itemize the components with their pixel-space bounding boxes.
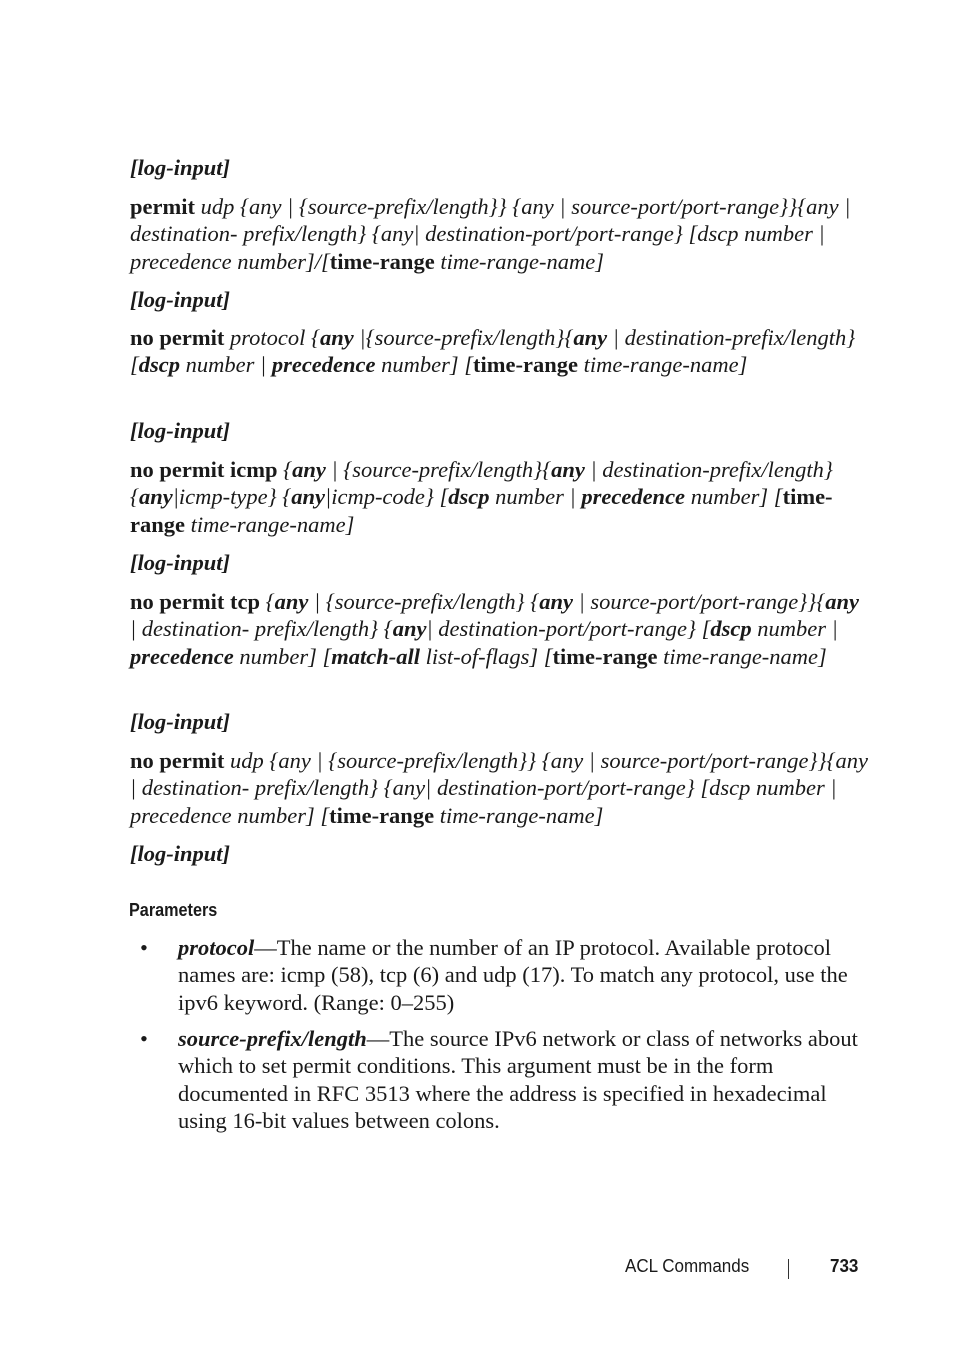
syntax-fragment: time-range-name] — [657, 643, 827, 669]
syntax-log-input-3 — [130, 417, 870, 444]
syntax-log-input-5 — [130, 708, 870, 735]
parameter-term: source-prefix/length — [178, 1026, 367, 1051]
syntax-fragment: no permit — [130, 748, 225, 773]
syntax-fragment: precedence — [581, 484, 686, 510]
parameter-text — [178, 934, 868, 1016]
syntax-fragment: [log-input] — [130, 709, 231, 734]
syntax-fragment: [log-input] — [130, 287, 231, 312]
syntax-fragment: time-range-name] — [434, 802, 604, 828]
syntax-fragment: any — [825, 589, 860, 614]
syntax-fragment: protocol { — [224, 325, 321, 350]
syntax-fragment: | destination- prefix/length} { — [130, 589, 865, 642]
syntax-fragment: time-range-name] — [578, 352, 748, 378]
syntax-fragment: any — [551, 457, 585, 482]
syntax-fragment: number | — [180, 352, 272, 378]
page-number: 733 — [830, 1255, 859, 1276]
syntax-no-permit-protocol — [130, 324, 870, 379]
syntax-fragment: [log-input] — [130, 841, 231, 866]
syntax-log-input-2 — [130, 286, 870, 313]
syntax-fragment: number | — [751, 616, 844, 642]
syntax-fragment: precedence — [271, 352, 376, 378]
page-footer — [0, 1255, 954, 1285]
syntax-fragment: |{source-prefix/length}{ — [353, 325, 574, 350]
syntax-fragment: time-range — [130, 484, 833, 537]
syntax-fragment: |icmp-code} [ — [325, 484, 449, 510]
syntax-fragment: any — [573, 325, 608, 350]
syntax-fragment: time-range-name] — [434, 248, 605, 274]
syntax-fragment: time-range-name] — [185, 511, 355, 537]
syntax-permit-udp — [130, 193, 870, 275]
parameter-term: protocol — [178, 935, 255, 960]
bullet-marker: • — [140, 1026, 148, 1051]
syntax-fragment: time-range — [329, 802, 435, 828]
footer-section-title: ACL Commands — [625, 1255, 750, 1276]
syntax-fragment: any — [320, 325, 354, 350]
syntax-fragment: any — [539, 589, 573, 614]
syntax-fragment: no permit tcp — [130, 589, 260, 614]
syntax-fragment: number] [ — [685, 484, 783, 510]
syntax-fragment: [log-input] — [130, 155, 231, 180]
syntax-fragment: | {source-prefix/length}{ — [325, 457, 552, 482]
syntax-fragment: { — [259, 589, 275, 614]
syntax-fragment: no permit — [130, 325, 225, 350]
syntax-fragment: time-range — [552, 643, 658, 669]
syntax-fragment: any — [392, 616, 427, 642]
footer-separator — [788, 1259, 789, 1279]
syntax-log-input-1 — [130, 154, 870, 181]
syntax-fragment: | destination-port/port-range} [ — [426, 616, 711, 642]
bullet-marker: • — [140, 935, 148, 960]
syntax-log-input-4 — [130, 549, 870, 576]
syntax-fragment: time-range — [473, 352, 578, 378]
syntax-fragment: [log-input] — [130, 550, 231, 575]
syntax-fragment: number] [ — [375, 352, 474, 378]
syntax-no-permit-udp — [130, 747, 874, 829]
syntax-fragment: precedence — [130, 643, 234, 669]
syntax-fragment: time-range — [329, 248, 435, 274]
syntax-fragment: | source-port/port-range}}{ — [572, 589, 826, 614]
syntax-fragment: |icmp-type} { — [172, 484, 292, 510]
syntax-fragment: any — [291, 484, 326, 510]
syntax-fragment: dscp — [710, 616, 752, 642]
parameter-description: —The source IPv6 network or class of networks about which to set permit conditions. This argument must be in the form documented in RFC 3513 where the address is specified in hexadecimal using 16-bit values between colons. — [178, 1026, 858, 1133]
parameters-heading: Parameters — [129, 900, 218, 920]
syntax-fragment: list-of-flags] [ — [419, 643, 553, 669]
syntax-no-permit-icmp — [130, 456, 870, 538]
syntax-no-permit-tcp — [130, 588, 870, 670]
syntax-fragment: dscp — [138, 352, 181, 378]
syntax-fragment: match-all — [331, 643, 420, 669]
syntax-fragment: | {source-prefix/length} { — [308, 589, 540, 614]
syntax-fragment: any — [139, 484, 173, 510]
syntax-log-input-6 — [130, 840, 870, 867]
syntax-fragment: { — [277, 457, 293, 482]
syntax-fragment: any — [292, 457, 326, 482]
syntax-fragment: udp {any | {source-prefix/length}} {any | source-port/port-range}}{any | destination- prefix/length} {any| destination-port/port-range} [dscp number | precedence number]/[ — [130, 194, 857, 274]
syntax-fragment: any — [274, 589, 309, 614]
syntax-fragment: no permit icmp — [130, 457, 278, 482]
syntax-fragment: permit — [130, 194, 195, 219]
syntax-fragment: number] [ — [233, 643, 332, 669]
syntax-fragment: udp {any | {source-prefix/length}} {any | source-port/port-range}}{any | destination- prefix/length} {any| destination-port/port-range} [dscp number | precedence number] [ — [130, 748, 874, 828]
parameter-description: —The name or the number of an IP protocol. Available protocol names are: icmp (58), tcp (6) and udp (17). To match any protocol, use the ipv6 keyword. (Range: 0–255) — [178, 935, 848, 1015]
syntax-fragment: | destination-prefix/length} { — [130, 457, 839, 510]
syntax-fragment: dscp — [448, 484, 490, 510]
parameter-text — [178, 1025, 868, 1134]
syntax-fragment: number | — [489, 484, 582, 510]
syntax-fragment: [log-input] — [130, 418, 231, 443]
syntax-fragment: | destination-prefix/length} [ — [130, 325, 861, 378]
